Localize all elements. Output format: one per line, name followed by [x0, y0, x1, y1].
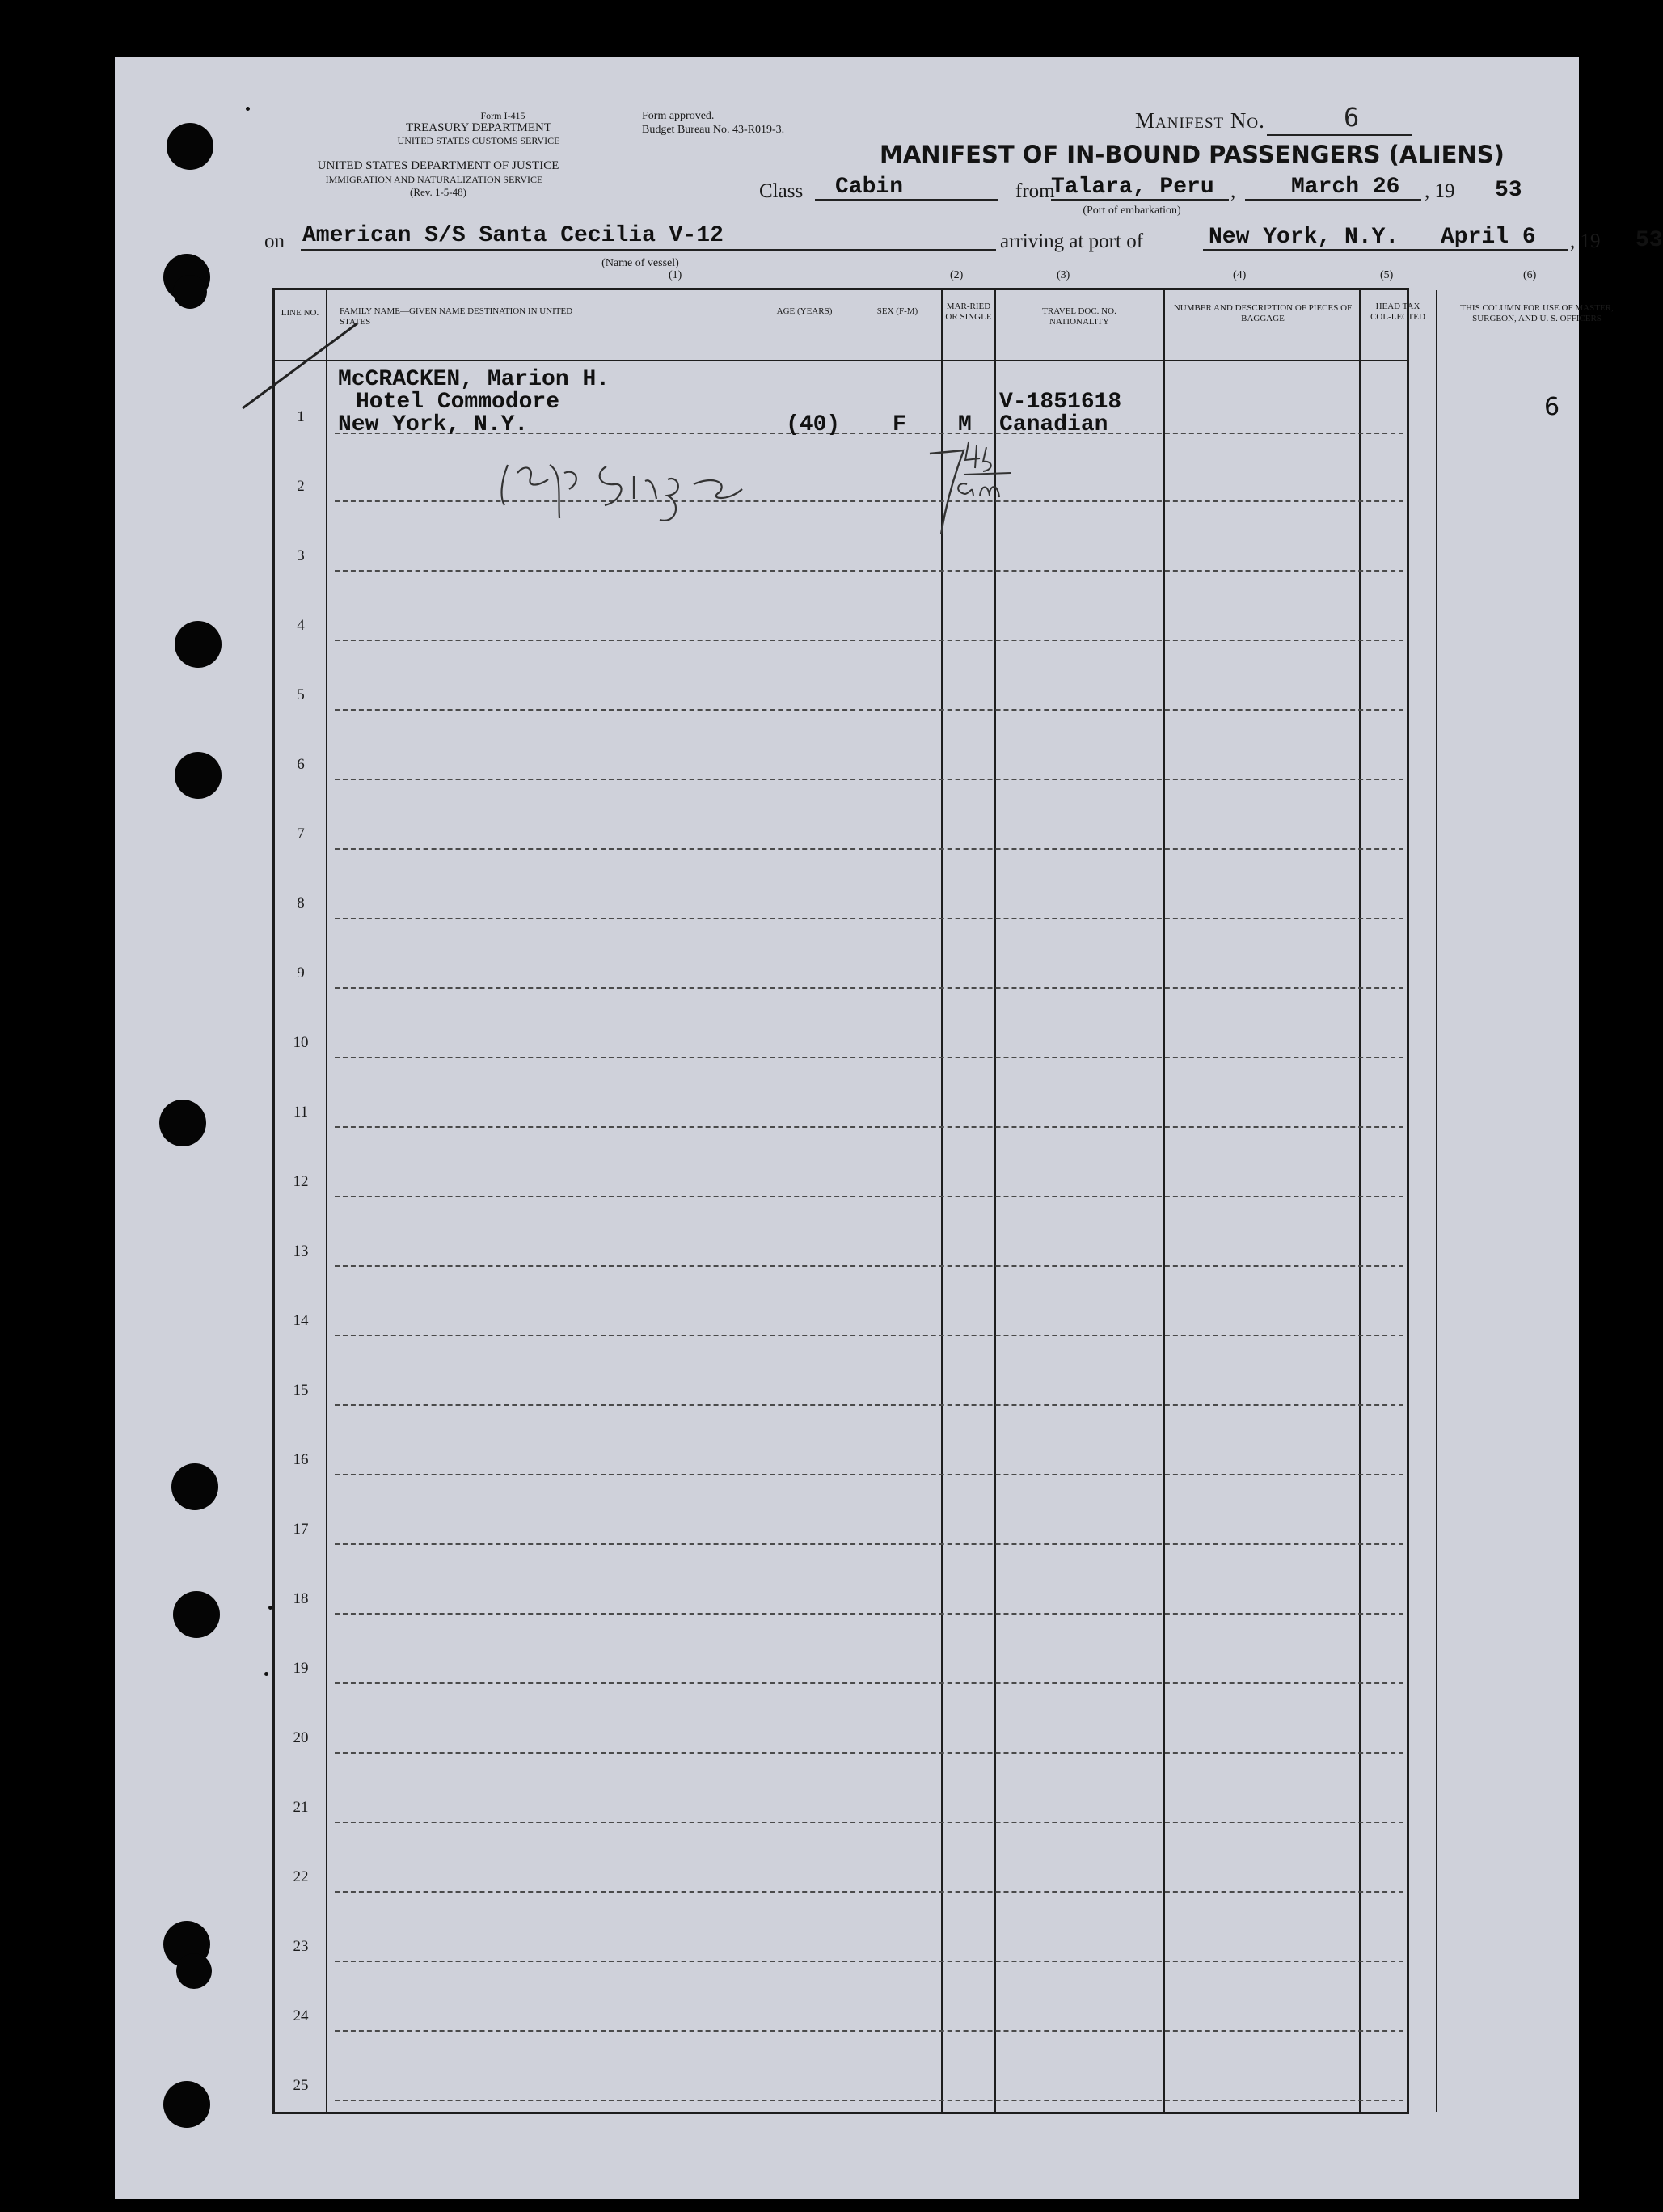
row-rule	[335, 570, 1403, 572]
row-number: 22	[293, 1868, 309, 1885]
row-number: 23	[293, 1938, 309, 1955]
customs-service: UNITED STATES CUSTOMS SERVICE	[397, 135, 560, 146]
col-divider	[994, 290, 996, 2112]
row-rule	[335, 709, 1403, 711]
row-number: 12	[293, 1173, 309, 1190]
check-mark-drawing	[236, 315, 365, 412]
punch-hole	[167, 123, 213, 170]
row-rule	[335, 848, 1403, 850]
embark-year: 53	[1495, 178, 1522, 203]
comma: ,	[1230, 180, 1236, 202]
embark-date: March 26	[1291, 175, 1400, 200]
arrival-year-prefix: , 19	[1570, 230, 1601, 252]
header-travel: TRAVEL DOC. NO. NATIONALITY	[1042, 306, 1116, 327]
row-number: 15	[293, 1382, 309, 1399]
row-number: 18	[293, 1590, 309, 1607]
header-divider	[275, 360, 1407, 361]
row-rule	[335, 2100, 1403, 2101]
col-divider	[1436, 290, 1437, 2112]
passenger-married: M	[958, 412, 972, 437]
row-number: 9	[297, 965, 305, 981]
punch-hole	[176, 1953, 212, 1989]
row-rule	[335, 1057, 1403, 1058]
row-rule	[335, 1196, 1403, 1197]
on-label: on	[264, 230, 285, 252]
row-number: 10	[293, 1034, 309, 1051]
row-number: 5	[297, 686, 305, 703]
vessel-value: American S/S Santa Cecilia V-12	[302, 223, 724, 248]
row-rule	[335, 1752, 1403, 1754]
year-prefix-text: 19	[1434, 180, 1455, 202]
col-num-2: (2)	[950, 269, 964, 281]
col-divider	[326, 290, 327, 2112]
class-value: Cabin	[835, 175, 904, 200]
passenger-sex: F	[893, 412, 906, 437]
form-approved: Form approved.	[642, 110, 715, 122]
header-name: FAMILY NAME—GIVEN NAME DESTINATION IN UNITED STATES	[340, 306, 573, 327]
row-rule	[335, 1682, 1403, 1684]
row-number: 4	[297, 617, 305, 634]
speck	[246, 107, 250, 111]
punch-hole	[173, 1591, 220, 1638]
row-number: 1	[297, 408, 305, 425]
punch-hole	[175, 752, 222, 799]
punch-hole	[175, 621, 222, 668]
row-rule	[335, 640, 1403, 641]
port-caption: (Port of embarkation)	[1083, 205, 1181, 217]
punch-hole	[173, 275, 207, 309]
col-num-1: (1)	[669, 269, 682, 281]
header-line-no: LINE NO.	[281, 308, 319, 318]
speck	[264, 1672, 268, 1676]
punch-hole	[159, 1100, 206, 1146]
class-label: Class	[759, 180, 804, 202]
row-number: 14	[293, 1312, 309, 1329]
manifest-no-line	[1267, 134, 1412, 136]
col-num-6: (6)	[1523, 269, 1537, 281]
manifest-title: MANIFEST OF IN-BOUND PASSENGERS (ALIENS)	[880, 141, 1505, 168]
col-num-3: (3)	[1057, 269, 1070, 281]
header-baggage: NUMBER AND DESCRIPTION OF PIECES OF BAGGAGE	[1173, 303, 1353, 323]
manifest-page	[115, 57, 1663, 2199]
officer-note: 6	[1544, 393, 1560, 421]
passenger-name: McCRACKEN, Marion H.	[338, 367, 610, 392]
row-rule	[335, 918, 1403, 919]
row-number: 19	[293, 1660, 309, 1677]
row-number: 24	[293, 2007, 309, 2024]
ins-service: IMMIGRATION AND NATURALIZATION SERVICE	[325, 174, 543, 185]
row-rule	[335, 1404, 1403, 1406]
manifest-no-value: 6	[1344, 102, 1360, 133]
col-divider	[1359, 290, 1361, 2112]
row-rule	[335, 987, 1403, 989]
passenger-dest-1: Hotel Commodore	[356, 390, 560, 415]
inspection-time-drawing	[918, 436, 1048, 541]
treasury-dept: TREASURY DEPARTMENT	[405, 121, 552, 134]
inspector-signature-drawing	[485, 441, 841, 530]
row-number: 21	[293, 1799, 309, 1816]
justice-dept: UNITED STATES DEPARTMENT OF JUSTICE	[317, 159, 559, 172]
row-rule	[335, 2030, 1403, 2032]
punch-hole	[163, 2081, 210, 2128]
vessel-line	[301, 249, 996, 251]
from-label: from	[1015, 180, 1055, 202]
row-number: 20	[293, 1729, 309, 1746]
row-rule	[335, 1613, 1403, 1615]
passenger-age: (40)	[786, 412, 841, 437]
col-num-4: (4)	[1233, 269, 1247, 281]
year-prefix: , 19	[1425, 180, 1455, 202]
arrival-date: April 6	[1441, 225, 1536, 250]
row-number: 25	[293, 2077, 309, 2094]
row-rule	[335, 1474, 1403, 1475]
class-line	[815, 199, 998, 201]
inspector-signature	[485, 441, 841, 530]
row-number: 13	[293, 1243, 309, 1260]
passenger-doc-no: V-1851618	[999, 390, 1122, 415]
form-number: Form I-415	[480, 110, 525, 121]
header-officers: THIS COLUMN FOR USE OF MASTER, SURGEON, AND U. S. OFFICERS	[1460, 303, 1614, 323]
row-number: 11	[293, 1104, 309, 1121]
arriving-label: arriving at port of	[1000, 230, 1144, 252]
col-num-5: (5)	[1380, 269, 1394, 281]
arrival-port: New York, N.Y.	[1209, 225, 1399, 250]
row-rule	[335, 1961, 1403, 1962]
vessel-caption: (Name of vessel)	[601, 257, 679, 269]
row-rule	[335, 1891, 1403, 1893]
row-rule	[335, 1543, 1403, 1545]
row-rule	[335, 1265, 1403, 1267]
passenger-table	[272, 288, 1614, 2114]
arrival-year: 53	[1636, 228, 1663, 253]
row-number: 6	[297, 756, 305, 773]
row-number: 2	[297, 478, 305, 495]
header-age: AGE (YEARS)	[776, 306, 833, 316]
passenger-dest-2: New York, N.Y.	[338, 412, 529, 437]
revision: (Rev. 1-5-48)	[410, 186, 466, 198]
row-rule	[335, 1126, 1403, 1128]
row-rule	[335, 1822, 1403, 1823]
col-divider	[941, 290, 943, 2112]
arrival-line	[1203, 249, 1568, 251]
check-mark	[236, 315, 365, 412]
from-value: Talara, Peru	[1051, 175, 1214, 200]
row-rule	[335, 779, 1403, 780]
passenger-nationality: Canadian	[999, 412, 1108, 437]
header-sex: SEX (F-M)	[876, 306, 918, 316]
row-number: 3	[297, 547, 305, 564]
row-number: 7	[297, 825, 305, 842]
row-number: 17	[293, 1521, 309, 1538]
header-married: MAR-RIED OR SINGLE	[945, 302, 992, 322]
row-number: 16	[293, 1451, 309, 1468]
inspection-time	[918, 436, 1048, 541]
header-headtax: HEAD TAX COL-LECTED	[1370, 302, 1425, 322]
date-line	[1245, 199, 1421, 201]
budget-bureau: Budget Bureau No. 43-R019-3.	[642, 124, 785, 136]
manifest-no-label: Manifest No.	[1135, 108, 1265, 133]
col-divider	[1163, 290, 1165, 2112]
from-line	[1051, 199, 1229, 201]
row-number: 8	[297, 895, 305, 912]
row-rule	[335, 1335, 1403, 1336]
punch-hole	[171, 1463, 218, 1510]
